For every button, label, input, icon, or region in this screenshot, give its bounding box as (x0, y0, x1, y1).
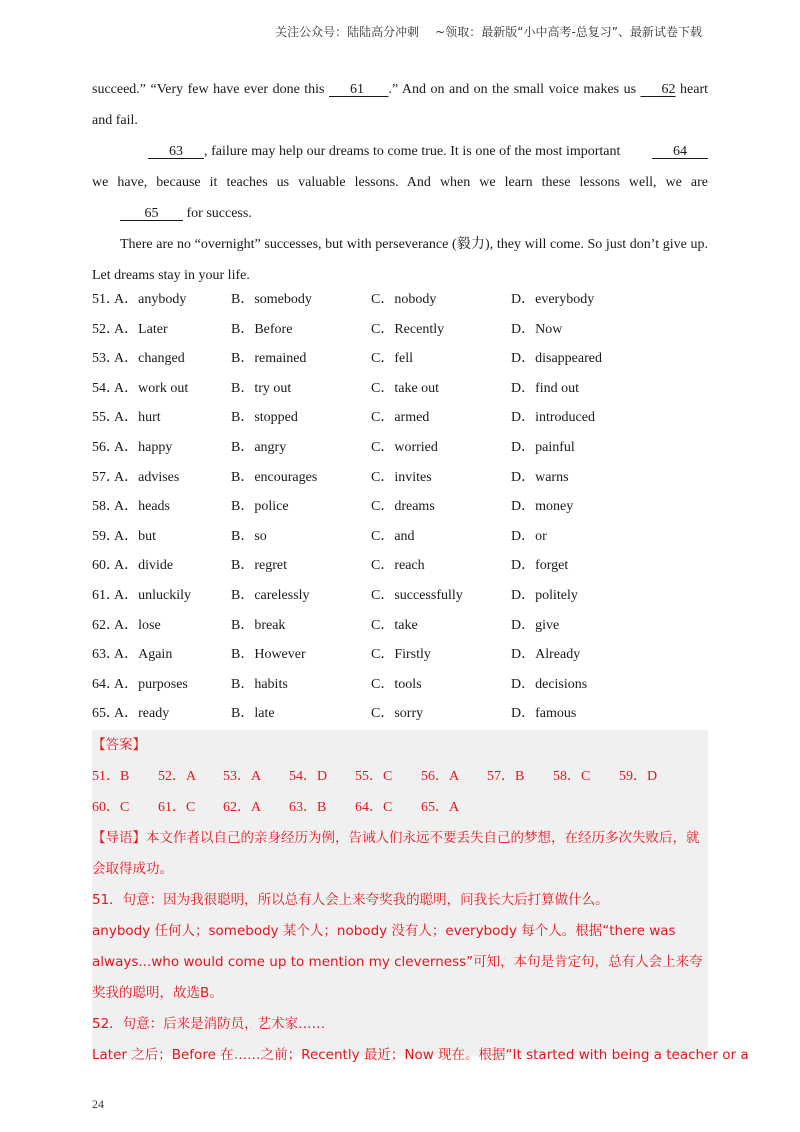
blank-62: 62 (640, 82, 676, 97)
option-row: 55． A．hurt B．stopped C．armed D．introduced (92, 410, 595, 426)
passage-paragraph-1: succeed.” “Very few have ever done this 61 .” And on and on the small voice makes us 62 heart and fail. (92, 74, 708, 136)
guide-label: 【导语】 (92, 830, 146, 846)
blank-64: 64 (652, 144, 708, 159)
explanation-52-title: 52．句意：后来是消防员，艺术家…… (92, 1016, 326, 1032)
page-number: 24 (92, 1097, 104, 1111)
header-left-text: 关注公众号：陆陆高分冲刺 (275, 25, 420, 39)
option-row: 58． A．heads B．police C．dreams D．money (92, 499, 574, 515)
guide-text: 本文作者以自己的亲身经历为例，告诫人们永远不要丢失自己的梦想，在经历多次失败后，就会取得成功。 (92, 830, 700, 877)
option-row: 52． A．Later B．Before C．Recently D．Now (92, 321, 563, 337)
blank-63: 63 (148, 144, 204, 159)
option-row: 57． A．advises B．encourages C．invites D．warns (92, 469, 569, 485)
answer-title: 【答案】 (92, 737, 146, 753)
answer-section (92, 730, 749, 1063)
option-row: 65． A．ready B．late C．sorry D．famous (92, 706, 577, 722)
option-row: 54． A．work out B．try out C．take out D．find out (92, 380, 580, 396)
blank-61: 61 (328, 82, 389, 97)
option-row: 59． A．but B．so C．and D．or (92, 528, 547, 544)
option-row: 61． A．unluckily B．carelessly C．successfully D．politely (92, 587, 578, 603)
option-row: 51． A．anybody B．somebody C．nobody D．everybody (92, 292, 595, 307)
explanation-52-body: Later 之后；Before 在……之前；Recently 最近；Now 现在。根据“It started with being a teacher or a (92, 1047, 749, 1063)
explanation-51-body: anybody 任何人；somebody 某个人；nobody 没有人；everybody 每个人。根据“there was always...who would come up to mention my cleverness”可知，本句是肯定句，总有人会上来夸奖我的聪明，故选B。 (92, 923, 703, 1001)
passage-paragraph-3: There are no “overnight” successes, but with perseverance (毅力), they will come. So just don’t give up. Let dreams stay in your life. (92, 237, 708, 283)
answer-key-row-1: 51．B 52．A 53．A 54．D 55．C 56．A 57．B 58．C 59．D (92, 769, 658, 784)
options-list (92, 285, 708, 729)
header-right-text: ~领取：最新版“小中高考-总复习”、最新试卷下载 (435, 25, 702, 39)
passage-paragraph-2: 63 , failure may help our dreams to come true. It is one of the most important 64 we have, because it teaches us valuable lessons. And when we learn these lessons well, we are 65 for success. (92, 136, 708, 229)
option-row: 63． A．Again B．However C．Firstly D．Already (92, 647, 581, 663)
blank-65: 65 (120, 206, 183, 221)
page-header (275, 23, 702, 40)
explanation-51-title: 51．句意：因为我很聪明，所以总有人会上来夸奖我的聪明，问我长大后打算做什么。 (92, 892, 609, 908)
option-row: 56． A．happy B．angry C．worried D．painful (92, 439, 575, 455)
option-row: 60． A．divide B．regret C．reach D．forget (92, 558, 569, 574)
option-row: 53． A．changed B．remained C．fell D．disappeared (92, 351, 602, 367)
option-row: 64． A．purposes B．habits C．tools D．decisions (92, 676, 588, 692)
passage (92, 74, 708, 291)
guide-paragraph (92, 823, 708, 885)
answer-key-row-2: 60．C 61．C 62．A 63．B 64．C 65．A (92, 800, 460, 815)
option-row: 62． A．lose B．break C．take D．give (92, 617, 560, 633)
